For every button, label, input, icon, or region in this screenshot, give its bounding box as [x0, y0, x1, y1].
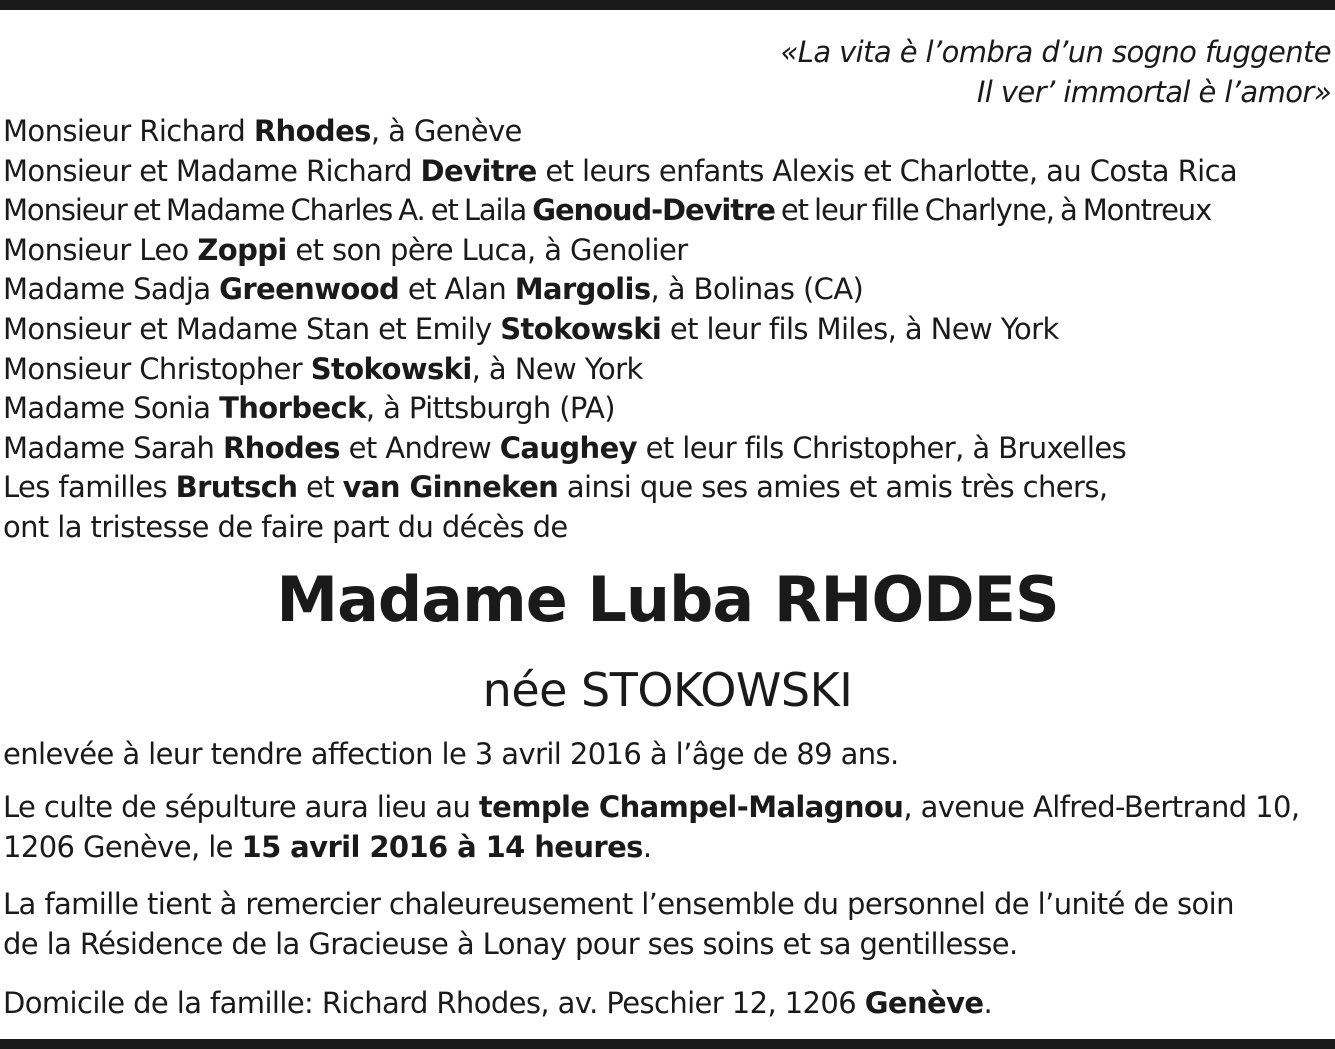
deceased-name: Madame Luba RHODES: [276, 563, 1059, 636]
family-text: et leur fille Charlyne, à Montreux: [774, 193, 1212, 228]
family-line: [3, 350, 1335, 390]
family-surname: Zoppi: [197, 232, 287, 267]
service-city: 1206 Genève, le: [3, 829, 242, 864]
service-datetime: 15 avril 2016 à 14 heures: [241, 829, 643, 864]
bereaved-families-list: [3, 112, 1335, 548]
domicile-paragraph: [3, 984, 1335, 1024]
family-text: et leur fils Christopher, à Bruxelles: [636, 430, 1127, 465]
family-surname: Brutsch: [175, 470, 298, 505]
family-surname: Margolis: [514, 272, 651, 307]
family-line: [3, 389, 1335, 429]
domicile-text: Domicile de la famille: Richard Rhodes, av. Peschier 12, 1206: [3, 986, 865, 1020]
thanks-paragraph: [3, 885, 1335, 964]
family-surname: Stokowski: [500, 311, 662, 346]
family-text: Madame Sonia: [3, 391, 220, 426]
epigraph-quote: [431, 33, 1331, 112]
family-text: , à Pittsburgh (PA): [365, 391, 615, 426]
family-surname: Stokowski: [310, 351, 472, 386]
service-period: .: [642, 829, 652, 864]
domicile-line: [3, 984, 1335, 1024]
family-line: [3, 231, 1335, 271]
family-text: , à Genève: [370, 114, 522, 148]
family-surname: Caughey: [499, 430, 637, 465]
domicile-period: .: [983, 986, 993, 1020]
family-surname: Devitre: [420, 153, 537, 188]
family-text: Monsieur et Madame Richard: [3, 153, 421, 188]
family-line: [3, 270, 1335, 310]
epigraph-line-1: «La vita è l’ombra d’un sogno fuggente: [780, 35, 1331, 69]
family-text: , à New York: [471, 351, 643, 386]
family-surname: Rhodes: [253, 114, 371, 148]
top-rule: [0, 0, 1335, 10]
passing-text: enlevée à leur tendre affection le 3 avril 2016 à l’âge de 89 ans.: [3, 737, 899, 771]
thanks-line-1: La famille tient à remercier chaleureusement l’ensemble du personnel de l’unité de soin: [3, 887, 1234, 921]
epigraph-line-2: Il ver’ immortal è l’amor»: [976, 74, 1331, 109]
family-line: [3, 310, 1335, 350]
passing-paragraph: [3, 735, 1335, 775]
service-address: , avenue Alfred-Bertrand 10,: [903, 790, 1300, 824]
family-text: Monsieur Richard: [3, 114, 254, 148]
thanks-line-2: de la Résidence de la Gracieuse à Lonay pour ses soins et sa gentillesse.: [3, 926, 1018, 961]
family-line: [3, 112, 1335, 152]
family-line: [3, 429, 1335, 469]
family-text: Monsieur et Madame Charles A. et Laila: [3, 193, 533, 228]
service-paragraph: [3, 788, 1335, 867]
family-text: Monsieur Christopher: [3, 351, 311, 386]
family-text: et: [297, 470, 343, 505]
family-text: Les familles: [3, 470, 176, 505]
family-surname: van Ginneken: [342, 470, 559, 505]
family-line: [3, 152, 1335, 192]
family-line: [3, 191, 1335, 231]
family-text: Monsieur Leo: [3, 232, 198, 267]
family-text: ainsi que ses amies et amis très chers,: [558, 470, 1108, 505]
family-text: , à Bolinas (CA): [650, 272, 864, 307]
family-text: Monsieur et Madame Stan et Emily: [3, 311, 501, 346]
family-surname: Greenwood: [219, 272, 400, 307]
family-surname: Genoud-Devitre: [532, 193, 775, 228]
family-text: et son père Luca, à Genolier: [286, 232, 688, 267]
service-pre: Le culte de sépulture aura lieu au: [3, 790, 479, 824]
family-line: [3, 508, 1335, 548]
family-line: [3, 468, 1335, 508]
family-text: et Alan: [399, 272, 515, 307]
family-text: ont la tristesse de faire part du décès de: [3, 509, 568, 544]
service-line-2: [3, 828, 1335, 868]
family-surname: Thorbeck: [219, 391, 366, 426]
domicile-city: Genève: [864, 986, 984, 1020]
family-text: et leurs enfants Alexis et Charlotte, au Costa Rica: [536, 153, 1238, 188]
deceased-maiden-name: née STOKOWSKI: [482, 663, 853, 717]
family-text: Madame Sadja: [3, 272, 220, 307]
family-surname: Rhodes: [222, 430, 340, 465]
bottom-rule: [0, 1039, 1335, 1049]
service-line-1: [3, 788, 1335, 828]
family-text: et Andrew: [339, 430, 500, 465]
family-text: Madame Sarah: [3, 430, 223, 465]
service-venue: temple Champel-Malagnou: [478, 790, 904, 824]
family-text: et leur fils Miles, à New York: [661, 311, 1059, 346]
